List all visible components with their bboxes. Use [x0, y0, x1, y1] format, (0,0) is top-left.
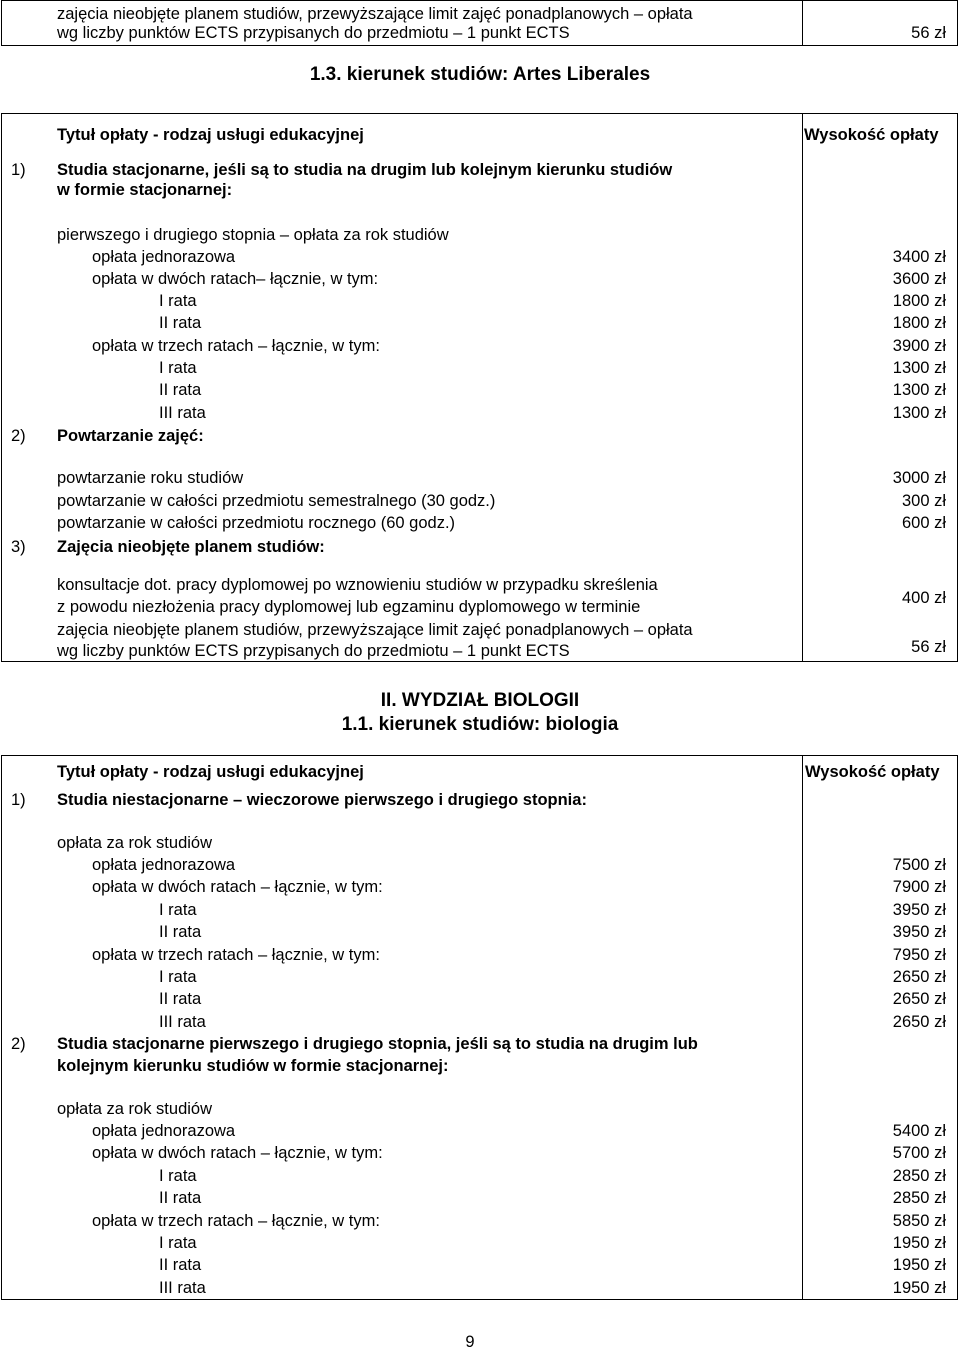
top-fragment-line2: wg liczby punktów ECTS przypisanych do przedmiotu – 1 punkt ECTS	[57, 24, 570, 42]
item-title-cont: w formie stacjonarnej:	[57, 181, 233, 199]
fee-label: powtarzanie w całości przedmiotu semestralnego (30 godz.)	[57, 492, 496, 510]
fee-label: powtarzanie roku studiów	[57, 469, 244, 487]
fee-amount: 7500 zł	[892, 856, 946, 874]
fee-amount: 56 zł	[911, 638, 946, 656]
faculty-heading: II. WYDZIAŁ BIOLOGII	[380, 690, 580, 711]
fee-amount: 7950 zł	[892, 946, 946, 964]
fee-amount: 600 zł	[901, 514, 946, 532]
column-header-title: Tytuł opłaty - rodzaj usługi edukacyjnej	[57, 126, 364, 144]
item-subtitle: pierwszego i drugiego stopnia – opłata za rok studiów	[57, 226, 449, 244]
item-subtitle: opłata za rok studiów	[57, 1100, 213, 1118]
fee-amount: 1800 zł	[892, 314, 946, 332]
fee-amount: 1950 zł	[892, 1279, 946, 1297]
page-number: 9	[465, 1333, 475, 1351]
item-subtitle: opłata za rok studiów	[57, 834, 213, 852]
fee-label: zajęcia nieobjęte planem studiów, przewyższające limit zajęć ponadplanowych – opłata	[57, 621, 693, 639]
fee-amount: 3000 zł	[892, 469, 946, 487]
fee-label: I rata	[159, 968, 197, 986]
fee-label: I rata	[159, 359, 197, 377]
fee-label: II rata	[159, 990, 202, 1008]
fee-amount: 400 zł	[901, 589, 946, 607]
fee-amount: 3400 zł	[892, 248, 946, 266]
section-heading-artes: 1.3. kierunek studiów: Artes Liberales	[309, 64, 651, 85]
fee-amount: 2850 zł	[892, 1167, 946, 1185]
fee-amount: 2650 zł	[892, 968, 946, 986]
fee-amount: 5850 zł	[892, 1212, 946, 1230]
fee-amount: 2650 zł	[892, 990, 946, 1008]
fee-label: II rata	[159, 1256, 202, 1274]
fee-label: opłata jednorazowa	[92, 248, 236, 266]
top-fragment-amount: 56 zł	[911, 24, 946, 42]
item-title: Powtarzanie zajęć:	[57, 427, 204, 445]
fee-amount: 1950 zł	[892, 1256, 946, 1274]
fee-amount: 2850 zł	[892, 1189, 946, 1207]
item-number: 2)	[11, 1035, 26, 1053]
item-title-cont: kolejnym kierunku studiów w formie stacjonarnej:	[57, 1057, 449, 1075]
fee-amount: 1300 zł	[892, 381, 946, 399]
fee-label: II rata	[159, 381, 202, 399]
item-title: Zajęcia nieobjęte planem studiów:	[57, 538, 325, 556]
fee-amount: 5400 zł	[892, 1122, 946, 1140]
column-header-title: Tytuł opłaty - rodzaj usługi edukacyjnej	[57, 763, 364, 781]
fee-label: opłata w dwóch ratach – łącznie, w tym:	[92, 878, 383, 896]
column-header-amount: Wysokość opłaty	[804, 126, 939, 144]
fee-label: powtarzanie w całości przedmiotu rocznego (60 godz.)	[57, 514, 456, 532]
item-number: 1)	[11, 161, 26, 179]
fee-amount: 3950 zł	[892, 923, 946, 941]
column-header-amount: Wysokość opłaty	[805, 763, 940, 781]
fee-label-cont: z powodu niezłożenia pracy dyplomowej lub egzaminu dyplomowego w terminie	[57, 598, 641, 616]
item-number: 3)	[11, 538, 26, 556]
item-title: Studia stacjonarne, jeśli są to studia na drugim lub kolejnym kierunku studiów	[57, 161, 673, 179]
fee-amount: 1300 zł	[892, 359, 946, 377]
fee-label: III rata	[159, 404, 206, 422]
fee-amount: 1300 zł	[892, 404, 946, 422]
item-number: 2)	[11, 427, 26, 445]
fee-label: III rata	[159, 1279, 206, 1297]
fee-amount: 1800 zł	[892, 292, 946, 310]
fee-amount: 1950 zł	[892, 1234, 946, 1252]
fee-label: III rata	[159, 1013, 206, 1031]
biology-table-divider	[802, 755, 803, 1300]
fee-amount: 2650 zł	[892, 1013, 946, 1031]
item-title: Studia niestacjonarne – wieczorowe pierwszego i drugiego stopnia:	[57, 791, 587, 809]
top-fragment-divider	[802, 0, 803, 46]
item-title: Studia stacjonarne pierwszego i drugiego stopnia, jeśli są to studia na drugim lub	[57, 1035, 698, 1053]
fee-amount: 3950 zł	[892, 901, 946, 919]
fee-amount: 300 zł	[901, 492, 946, 510]
top-fragment-line1: zajęcia nieobjęte planem studiów, przewyższające limit zajęć ponadplanowych – opłata	[57, 5, 693, 23]
fee-label: opłata jednorazowa	[92, 1122, 236, 1140]
fee-amount: 5700 zł	[892, 1144, 946, 1162]
fee-label: I rata	[159, 292, 197, 310]
fee-label: konsultacje dot. pracy dyplomowej po wznowieniu studiów w przypadku skreślenia	[57, 576, 658, 594]
fee-label: II rata	[159, 1189, 202, 1207]
fee-label: II rata	[159, 314, 202, 332]
fee-amount: 7900 zł	[892, 878, 946, 896]
fee-label: I rata	[159, 1234, 197, 1252]
fee-label: opłata w trzech ratach – łącznie, w tym:	[92, 337, 380, 355]
section-heading-biology: 1.1. kierunek studiów: biologia	[341, 714, 619, 735]
fee-label: opłata w dwóch ratach– łącznie, w tym:	[92, 270, 379, 288]
fee-label: opłata w dwóch ratach – łącznie, w tym:	[92, 1144, 383, 1162]
fee-label: II rata	[159, 923, 202, 941]
item-number: 1)	[11, 791, 26, 809]
artes-table-divider	[802, 113, 803, 662]
fee-label: opłata jednorazowa	[92, 856, 236, 874]
fee-label-cont: wg liczby punktów ECTS przypisanych do przedmiotu – 1 punkt ECTS	[57, 642, 570, 660]
fee-label: opłata w trzech ratach – łącznie, w tym:	[92, 1212, 380, 1230]
fee-label: I rata	[159, 1167, 197, 1185]
fee-amount: 3900 zł	[892, 337, 946, 355]
fee-label: opłata w trzech ratach – łącznie, w tym:	[92, 946, 380, 964]
fee-amount: 3600 zł	[892, 270, 946, 288]
fee-label: I rata	[159, 901, 197, 919]
